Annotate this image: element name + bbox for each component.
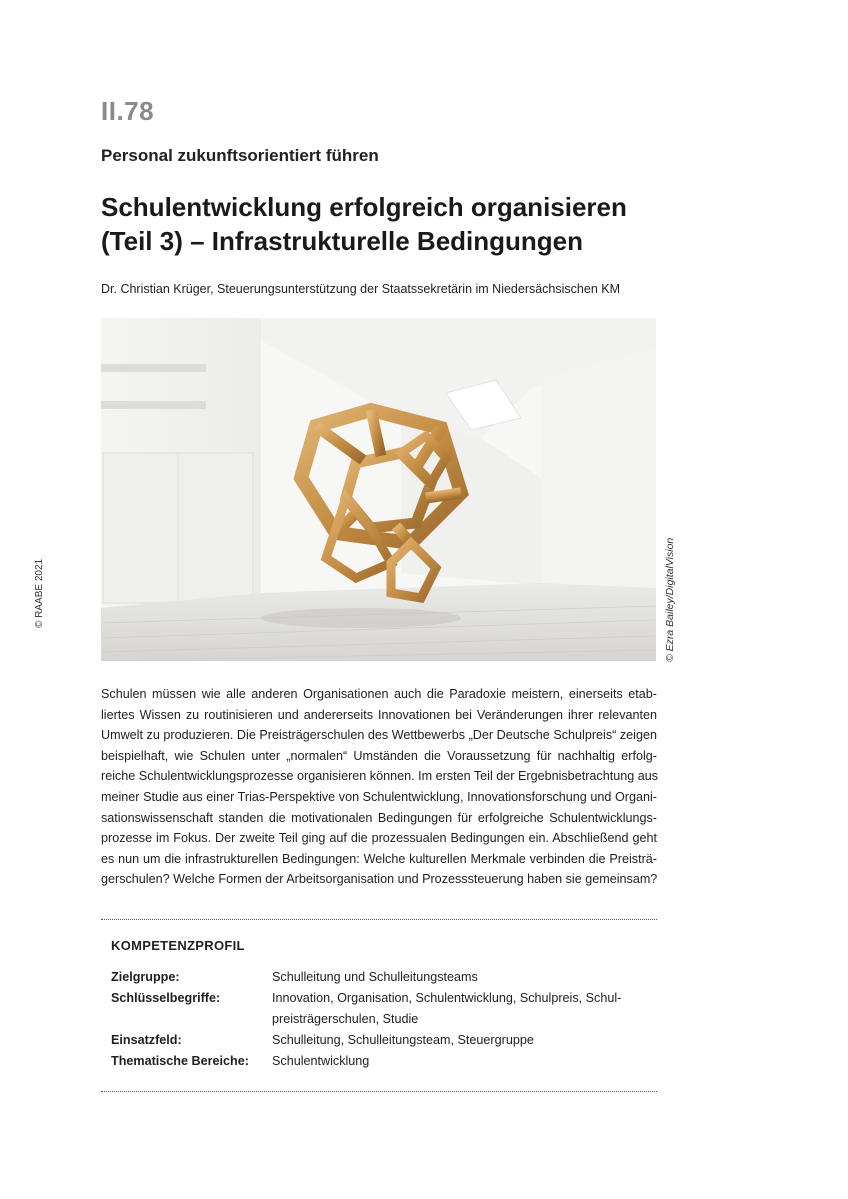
- profile-value-continued: preisträgerschulen, Studie: [272, 1012, 419, 1026]
- intro-line: prozesse im Fokus. Der zweite Teil ging auf die prozessualen Bedingungen ein. Abschließend geht: [101, 831, 657, 846]
- profile-label: Zielgruppe:: [111, 970, 180, 984]
- divider: [101, 919, 657, 920]
- profile-heading: KOMPETENZPROFIL: [111, 938, 245, 953]
- profile-value: Schulleitung und Schulleitungsteams: [272, 970, 478, 984]
- intro-line: gerschulen? Welche Formen der Arbeitsorganisation und Prozesssteuerung haben sie gemeinsam?: [101, 872, 658, 887]
- photo-credit: © Ezra Bailey/DigitalVision: [664, 537, 676, 662]
- intro-line: sationswissenschaft standen die motivationalen Bedingungen für erfolgreiche Schulentwicklungs-: [101, 810, 657, 825]
- category-heading: Personal zukunftsorientiert führen: [101, 146, 379, 165]
- copyright-note: © RAABE 2021: [34, 558, 45, 628]
- divider: [101, 1091, 657, 1092]
- profile-label: Einsatzfeld:: [111, 1033, 182, 1047]
- profile-value: Innovation, Organisation, Schulentwicklung, Schulpreis, Schul-: [272, 991, 622, 1005]
- title-line-2: (Teil 3) – Infrastrukturelle Bedingungen: [101, 226, 584, 256]
- profile-value: Schulentwicklung: [272, 1054, 370, 1068]
- intro-line: es nun um die infrastrukturellen Bedingungen: Welche kulturellen Merkmale verbinden die Preisträ-: [101, 851, 657, 866]
- profile-value: Schulleitung, Schulleitungsteam, Steuergruppe: [272, 1033, 534, 1047]
- page-title: [101, 190, 701, 258]
- section-number: II.78: [101, 96, 155, 126]
- profile-label: Thematische Bereiche:: [111, 1054, 249, 1068]
- title-line-1: Schulentwicklung erfolgreich organisieren: [101, 192, 627, 222]
- intro-paragraph: [101, 684, 657, 890]
- intro-line: Schulen müssen wie alle anderen Organisationen auch die Paradoxie meistern, einerseits etab-: [101, 687, 657, 701]
- intro-line: liertes Wissen zu routinisieren und andererseits Innovationen bei Veränderungen ihrer relevanten: [101, 707, 657, 722]
- author-line: Dr. Christian Krüger, Steuerungsunterstützung der Staatssekretärin im Niedersächsischen KM: [101, 282, 620, 296]
- intro-line: Umwelt zu produzieren. Die Preisträgerschulen des Wettbewerbs „Der Deutsche Schulpreis“ zeigen: [101, 728, 657, 743]
- intro-line: meiner Studie aus einer Trias-Perspektive von Schulentwicklung, Innovationsforschung und Organi-: [101, 789, 657, 804]
- intro-line: reiche Schulentwicklungsprozesse organisieren können. Im ersten Teil der Ergebnisbetrachtung aus: [101, 769, 659, 784]
- intro-line: beispielhaft, wie Schulen unter „normalen“ Umständen die Voraussetzung für nachhaltig erfolg-: [101, 748, 657, 763]
- profile-label: Schlüsselbegriffe:: [111, 991, 221, 1005]
- cover-photo: [101, 318, 656, 661]
